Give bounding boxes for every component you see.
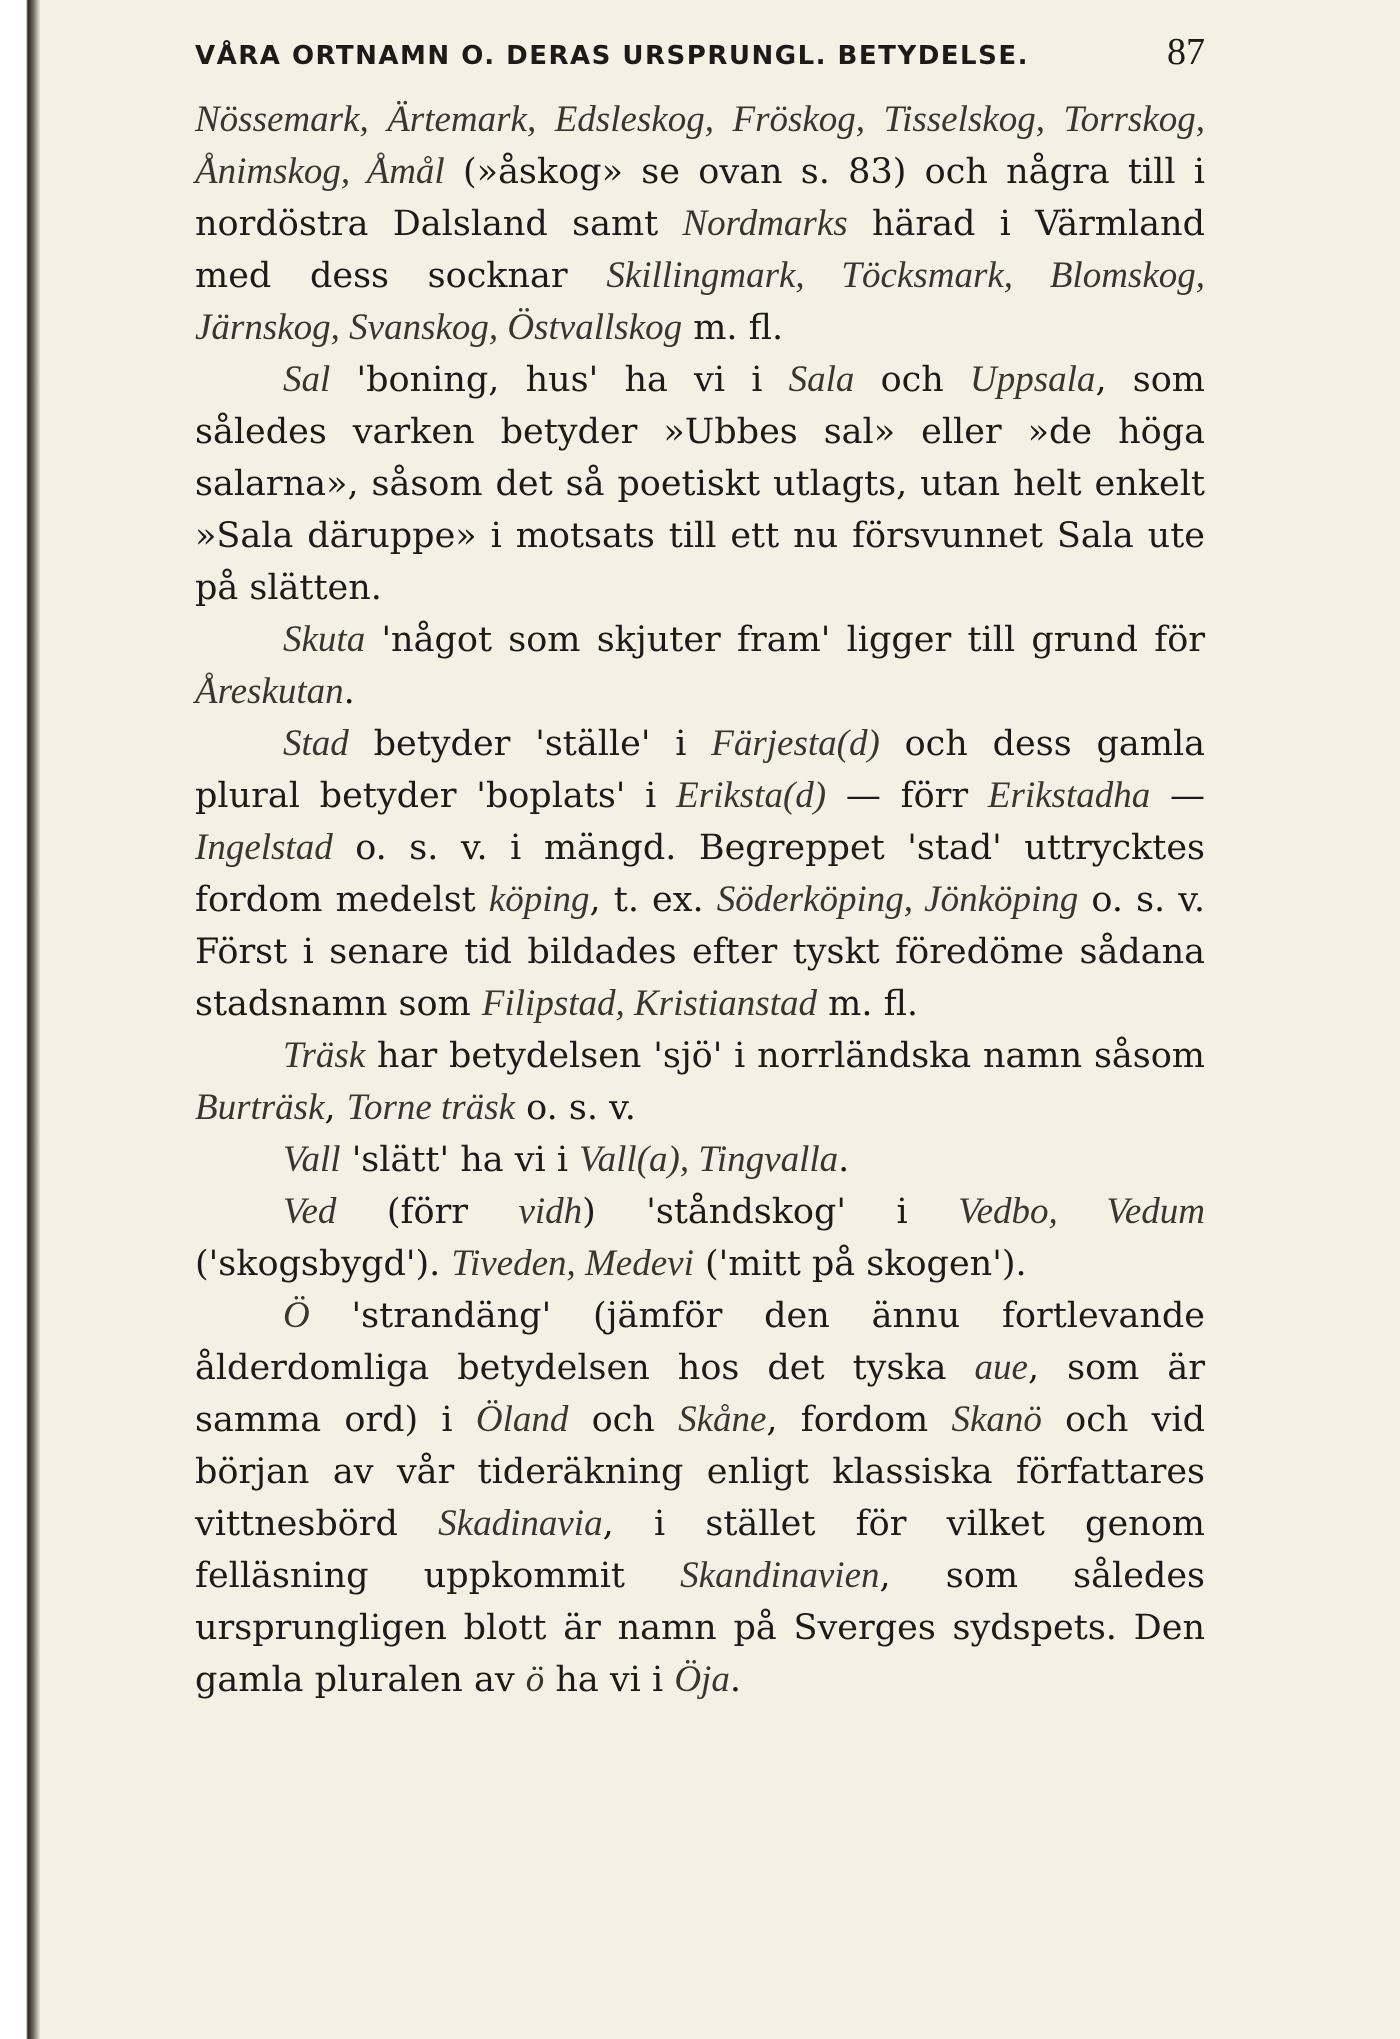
italic-place-name: Åreskutan [195, 671, 344, 712]
text-run: 'slätt' ha vi i [340, 1140, 580, 1180]
italic-place-name: Öja [674, 1659, 730, 1700]
text-run: har betydelsen 'sjö' i norrländska namn såsom [365, 1036, 1205, 1076]
italic-place-name: Vall [283, 1139, 341, 1180]
italic-place-name: Sala [788, 359, 855, 400]
text-run: , t. ex. [589, 880, 717, 920]
italic-place-name: köping [488, 879, 590, 920]
text-run: — förr [826, 776, 988, 816]
text-run: . [343, 672, 355, 712]
text-run: ('mitt på skogen'). [693, 1244, 1027, 1284]
italic-place-name: Skåne [678, 1399, 767, 1440]
text-run: m. fl. [817, 984, 919, 1024]
text-run: 'boning, hus' ha vi i [330, 360, 789, 400]
text-run: 'något som skjuter fram' ligger till grund för [365, 620, 1205, 660]
italic-place-name: Söderköping, Jönköping [716, 879, 1079, 920]
paragraph [195, 1290, 1205, 1706]
text-run: m. fl. [682, 308, 784, 348]
body-text [195, 94, 1205, 1706]
text-run: o. s. v. i mängd. Begreppet 'stad' uttrycktes fordom medelst [195, 828, 1205, 920]
italic-place-name: ö [525, 1659, 545, 1700]
book-page [195, 30, 1205, 1706]
running-head [195, 30, 1205, 74]
italic-place-name: Ved [283, 1191, 337, 1232]
paragraph [195, 1030, 1205, 1134]
text-run: , som är samma ord) i [195, 1348, 1205, 1440]
text-run: , som således ursprungligen blott är namn på Sverges sydspets. Den gamla pluralen av [195, 1556, 1205, 1700]
running-head-title: VÅRA ORTNAMN O. DERAS URSPRUNGL. BETYDELSE. [195, 41, 1029, 71]
text-run: o. s. v. Först i senare tid bildades efter tyskt föredöme sådana stadsnamn som [195, 880, 1205, 1024]
italic-place-name: Torne träsk [346, 1087, 516, 1128]
text-run: — [1150, 776, 1205, 816]
paragraph [195, 614, 1205, 718]
italic-place-name: Filipstad, Kristianstad [481, 983, 817, 1024]
italic-place-name: aue [974, 1347, 1028, 1388]
paragraph [195, 718, 1205, 1030]
italic-place-name: Vedbo, Vedum [958, 1191, 1205, 1232]
italic-place-name: vidh [518, 1191, 583, 1232]
text-run: , [324, 1088, 347, 1128]
text-run: , som således varken betyder »Ubbes sal» eller »de höga salarna», såsom det så poetiskt utlagts, utan helt enkelt »Sala däruppe» i motsats till ett nu försvunnet Sala ute på slätten. [195, 360, 1205, 608]
italic-place-name: Nordmarks [682, 203, 848, 244]
paragraph [195, 354, 1205, 614]
italic-place-name: Nössemark, Ärtemark, Edsleskog, Fröskog, Tisselskog, Torrskog, Ånimskog, Åmål [195, 99, 1205, 192]
text-run: ('skogsbygd'). [195, 1244, 452, 1284]
text-run: ) 'ståndskog' i [582, 1192, 959, 1232]
text-run: 'strandäng' (jämför den ännu fortlevande ålderdomliga betydelsen hos det tyska [195, 1296, 1205, 1388]
book-binding-edge [0, 0, 40, 2039]
paragraph [195, 1186, 1205, 1290]
italic-place-name: Öland [475, 1399, 569, 1440]
italic-place-name: Skanö [951, 1399, 1042, 1440]
page-number: 87 [1167, 31, 1205, 73]
italic-place-name: Uppsala [970, 359, 1096, 400]
italic-place-name: Skadinavia [438, 1503, 603, 1544]
text-run: och dess gamla plural betyder 'boplats' i [195, 724, 1205, 816]
italic-place-name: Tiveden, Medevi [451, 1243, 694, 1284]
italic-place-name: Ingelstad [195, 827, 333, 868]
italic-place-name: Eriksta(d) [676, 775, 827, 816]
text-run: ha vi i [544, 1660, 675, 1700]
text-run: och [568, 1400, 679, 1440]
text-run: , i stället för vilket genom felläsning uppkommit [195, 1504, 1205, 1596]
italic-place-name: Skillingmark, Töcksmark, Blomskog, Järnskog, Svanskog, Östvallskog [195, 255, 1205, 348]
text-run: . [729, 1660, 741, 1700]
text-run: o. s. v. [515, 1088, 636, 1128]
text-run: härad i Värmland med dess socknar [195, 204, 1205, 296]
italic-place-name: Burträsk [195, 1087, 325, 1128]
italic-place-name: Vall(a), Tingvalla [579, 1139, 839, 1180]
text-run: . [838, 1140, 850, 1180]
text-run: (förr [336, 1192, 519, 1232]
text-run: och [854, 360, 971, 400]
italic-place-name: Färjesta(d) [711, 723, 880, 764]
italic-place-name: Erikstadha [987, 775, 1151, 816]
text-run: , fordom [766, 1400, 952, 1440]
italic-place-name: Sal [283, 359, 331, 400]
italic-place-name: Ö [283, 1295, 310, 1336]
paragraph [195, 1134, 1205, 1186]
italic-place-name: Stad [283, 723, 349, 764]
italic-place-name: Träsk [283, 1035, 366, 1076]
paragraph [195, 94, 1205, 354]
text-run: betyder 'ställe' i [348, 724, 712, 764]
italic-place-name: Skuta [283, 619, 366, 660]
text-run: (»åskog» se ovan s. 83) och några till i nordöstra Dalsland samt [195, 152, 1206, 244]
text-run: och vid början av vår tideräkning enligt klassiska författares vittnesbörd [195, 1400, 1205, 1544]
italic-place-name: Skandinavien [680, 1555, 880, 1596]
